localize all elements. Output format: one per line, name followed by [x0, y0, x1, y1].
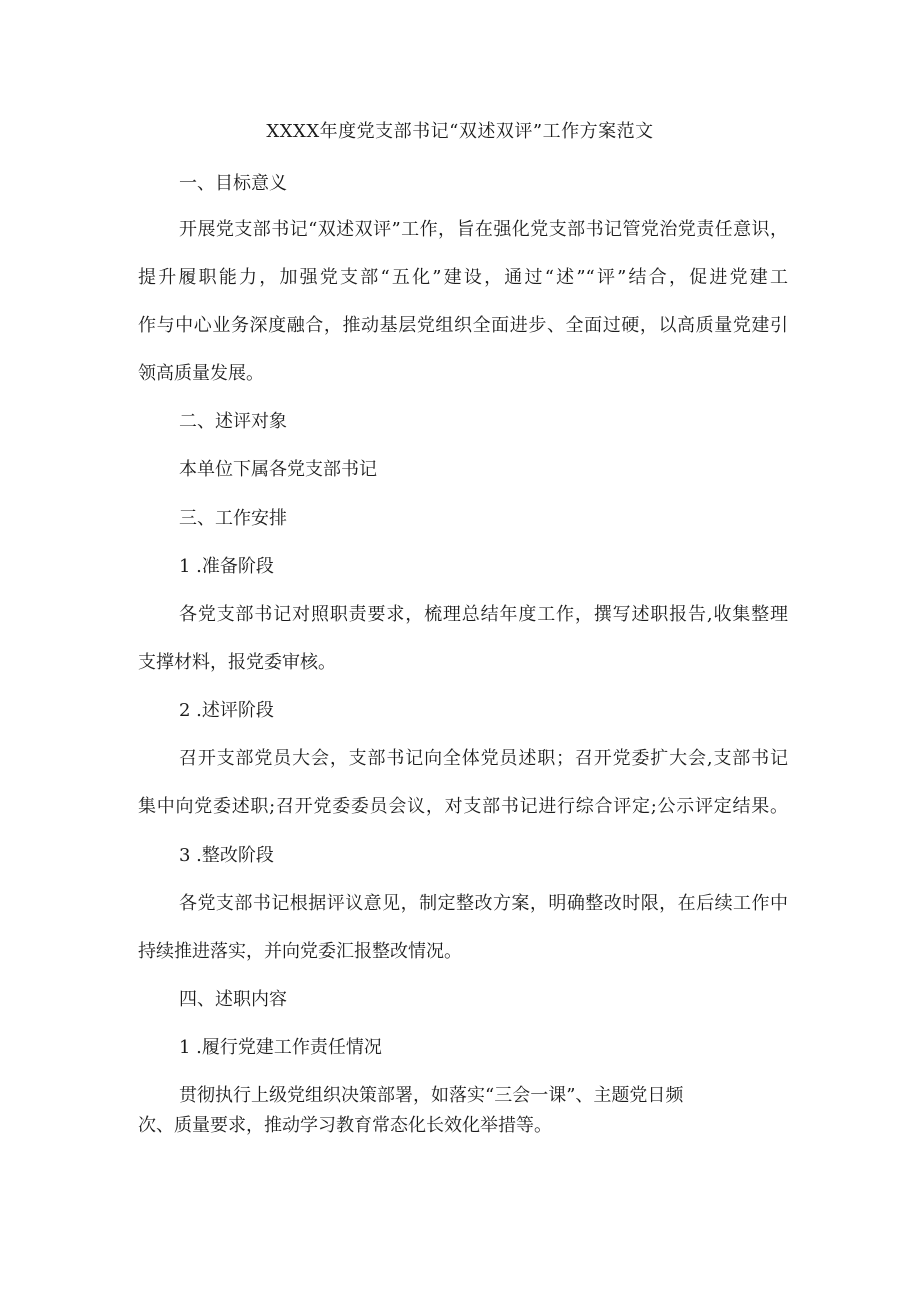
paragraph-line: 本单位下属各党支部书记 — [179, 459, 377, 480]
paragraph-line: 贯彻执行上级党组织决策部署，如落实“三会一课”、主题党日频 — [179, 1085, 684, 1106]
paragraph-line: 作与中心业务深度融合，推动基层党组织全面进步、全面过硬，以高质量党建引 — [138, 315, 788, 336]
section-heading-arrangement: 三、工作安排 — [179, 508, 287, 529]
section-heading-content: 四、述职内容 — [179, 989, 287, 1010]
paragraph-line: 持续推进落实，并向党委汇报整改情况。 — [138, 941, 462, 962]
paragraph-line: 支撑材料，报党委审核。 — [138, 652, 336, 673]
document-title: XXXX年度党支部书记“双述双评”工作方案范文 — [266, 121, 654, 142]
section-heading-goal: 一、目标意义 — [179, 173, 287, 194]
paragraph-line: 领高质量发展。 — [138, 363, 264, 384]
paragraph-line: 集中向党委述职;召开党委委员会议，对支部书记进行综合评定;公示评定结果。 — [138, 796, 788, 817]
subsection-heading-prepare: 1 .准备阶段 — [179, 556, 274, 577]
paragraph-line: 各党支部书记对照职责要求，梳理总结年度工作，撰写述职报告,收集整理 — [179, 604, 788, 625]
paragraph-line: 各党支部书记根据评议意见，制定整改方案，明确整改时限，在后续工作中 — [179, 893, 788, 914]
subsection-heading-review: 2 .述评阶段 — [179, 700, 274, 721]
subsection-heading-duty: 1 .履行党建工作责任情况 — [179, 1037, 382, 1058]
subsection-heading-rectify: 3 .整改阶段 — [179, 845, 274, 866]
section-heading-targets: 二、述评对象 — [179, 411, 287, 432]
paragraph-line: 开展党支部书记“双述双评”工作，旨在强化党支部书记管党治党责任意识， — [179, 219, 788, 240]
paragraph-line: 召开支部党员大会，支部书记向全体党员述职；召开党委扩大会,支部书记 — [179, 748, 788, 769]
paragraph-line: 次、质量要求，推动学习教育常态化长效化举措等。 — [138, 1115, 552, 1136]
paragraph-line: 提升履职能力，加强党支部“五化”建设，通过“述”“评”结合，促进党建工 — [138, 267, 788, 288]
